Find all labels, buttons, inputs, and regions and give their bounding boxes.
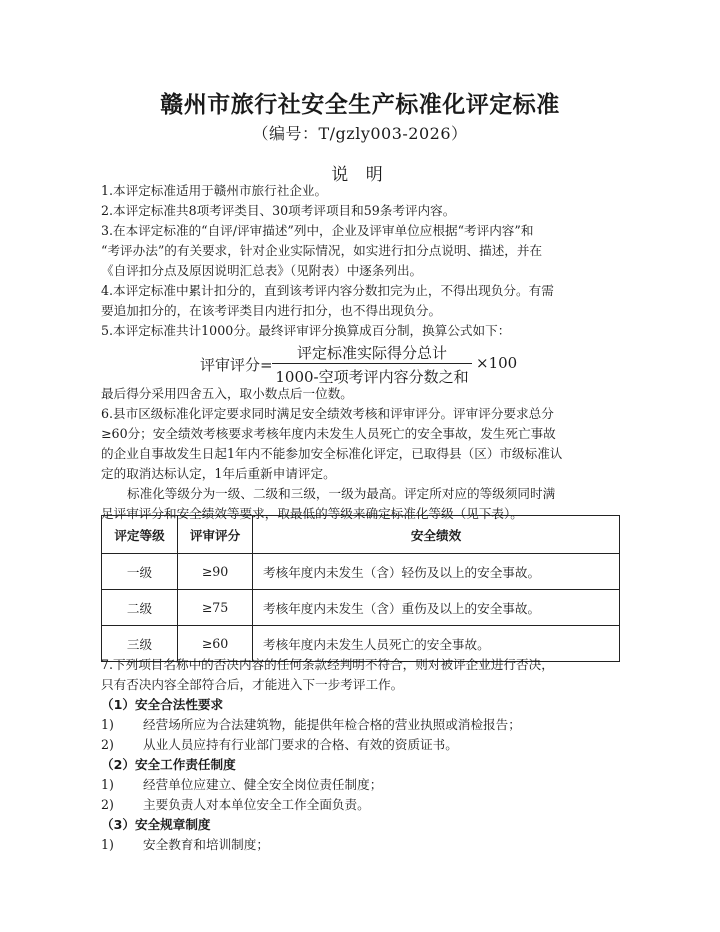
formula-multiplier: ×100 bbox=[476, 354, 518, 372]
subsection-title: （2）安全工作责任制度 bbox=[101, 757, 236, 772]
cell-score: ≥90 bbox=[178, 554, 253, 590]
item-text: 从业人员应持有行业部门要求的合格、有效的资质证书。 bbox=[143, 737, 458, 752]
note-line: ≥60分；安全绩效考核要求考核年度内未发生人员死亡的安全事故，发生死亡事故 bbox=[101, 426, 556, 441]
note-line: 定的取消达标认定，1年后重新申请评定。 bbox=[101, 466, 336, 481]
formula-numerator: 评定标准实际得分总计 bbox=[296, 344, 447, 362]
table-row bbox=[102, 554, 620, 590]
cell-score: ≥75 bbox=[178, 590, 253, 626]
list-item bbox=[101, 715, 621, 735]
item-text: 经营场所应为合法建筑物，能提供年检合格的营业执照或消检报告； bbox=[143, 717, 521, 732]
note-line: 的企业自事故发生日起1年内不能参加安全标准化评定，已取得县（区）市级标准认 bbox=[101, 446, 563, 461]
cell-grade: 三级 bbox=[102, 626, 178, 662]
score-formula bbox=[200, 342, 530, 388]
item-number: 2) bbox=[101, 797, 114, 812]
section-heading: 说 明 bbox=[331, 165, 389, 185]
header-grade: 评定等级 bbox=[102, 516, 178, 554]
table-row bbox=[102, 590, 620, 626]
item-number: 2) bbox=[101, 737, 114, 752]
note-line: 标准化等级分为一级、二级和三级，一级为最高。评定所对应的等级须同时满 bbox=[127, 486, 556, 501]
formula-denominator: 1000-空项考评内容分数之和 bbox=[275, 368, 469, 386]
note-line: “考评办法”的有关要求，针对企业实际情况，如实进行扣分点说明、描述，并在 bbox=[101, 243, 543, 258]
note-line: 只有否决内容全部符合后，才能进入下一步考评工作。 bbox=[101, 677, 404, 692]
document-code: （编号：T/gzly003-2026） bbox=[252, 124, 468, 143]
note-line: 足评审评分和安全绩效等要求，取最低的等级来确定标准化等级（见下表）。 bbox=[101, 506, 523, 521]
cell-performance: 考核年度内未发生（含）重伤及以上的安全事故。 bbox=[253, 590, 620, 626]
cell-grade: 一级 bbox=[102, 554, 178, 590]
document-title: 赣州市旅行社安全生产标准化评定标准 bbox=[160, 92, 560, 118]
list-item bbox=[101, 735, 621, 755]
note-line: 3.在本评定标准的“自评/评审描述”列中，企业及评审单位应根据“考评内容”和 bbox=[101, 223, 534, 238]
subsection-title: （1）安全合法性要求 bbox=[101, 697, 224, 712]
note-line: 1.本评定标准适用于赣州市旅行社企业。 bbox=[101, 183, 328, 198]
cell-performance: 考核年度内未发生（含）轻伤及以上的安全事故。 bbox=[253, 554, 620, 590]
table-header-row bbox=[102, 516, 620, 554]
cell-performance: 考核年度内未发生人员死亡的安全事故。 bbox=[253, 626, 620, 662]
item-number: 1) bbox=[101, 717, 114, 732]
header-performance: 安全绩效 bbox=[253, 516, 620, 554]
item-text: 安全教育和培训制度； bbox=[143, 837, 269, 852]
formula-lhs: 评审评分= bbox=[200, 356, 273, 374]
list-item bbox=[101, 795, 621, 815]
note-line: 6.县市区级标准化评定要求同时满足安全绩效考核和评审评分。评审评分要求总分 bbox=[101, 406, 554, 421]
notes-block-c bbox=[101, 655, 621, 855]
note-line: 2.本评定标准共8项考评类目、30项考评项目和59条考评内容。 bbox=[101, 203, 456, 218]
grade-table bbox=[101, 515, 620, 662]
item-text: 经营单位应建立、健全安全岗位责任制度； bbox=[143, 777, 383, 792]
list-item bbox=[101, 835, 621, 855]
notes-block-b bbox=[101, 384, 621, 524]
note-line: 5.本评定标准共计1000分。最终评审评分换算成百分制，换算公式如下： bbox=[101, 323, 511, 338]
note-line: 4.本评定标准中累计扣分的，直到该考评内容分数扣完为止，不得出现负分。有需 bbox=[101, 283, 554, 298]
cell-score: ≥60 bbox=[178, 626, 253, 662]
item-number: 1) bbox=[101, 777, 114, 792]
note-line: 7.下列项目名称中的否决内容的任何条款经判明不符合，则对被评企业进行否决， bbox=[101, 657, 554, 672]
item-number: 1) bbox=[101, 837, 114, 852]
subsection-title: （3）安全规章制度 bbox=[101, 817, 211, 832]
notes-block-a bbox=[101, 181, 621, 341]
list-item bbox=[101, 775, 621, 795]
item-text: 主要负责人对本单位安全工作全面负责。 bbox=[143, 797, 370, 812]
header-score: 评审评分 bbox=[178, 516, 253, 554]
cell-grade: 二级 bbox=[102, 590, 178, 626]
fraction-bar bbox=[272, 363, 472, 364]
note-line: 最后得分采用四舍五入，取小数点后一位数。 bbox=[101, 386, 353, 401]
note-line: 要追加扣分的，在该考评类目内进行扣分，也不得出现负分。 bbox=[101, 303, 442, 318]
note-line: 《自评扣分点及原因说明汇总表》（见附表）中逐条列出。 bbox=[101, 263, 423, 278]
